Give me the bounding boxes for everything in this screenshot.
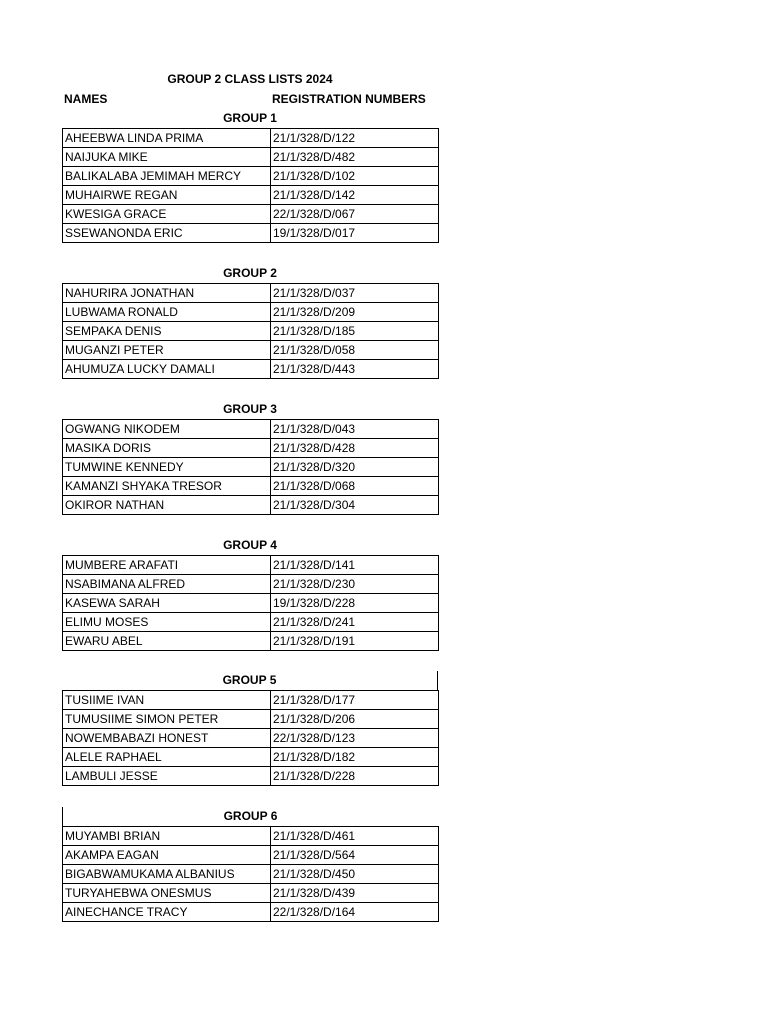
table-row [63, 594, 439, 613]
registration-number-cell: 21/1/328/D/228 [271, 767, 439, 786]
student-name-cell: MUGANZI PETER [63, 341, 271, 360]
registration-number-cell: 21/1/328/D/439 [271, 884, 439, 903]
student-name-cell: ELIMU MOSES [63, 613, 271, 632]
registration-column-header: REGISTRATION NUMBERS [272, 92, 426, 106]
table-row [63, 477, 439, 496]
group-section-4 [62, 536, 438, 651]
group-title: GROUP 1 [223, 111, 277, 125]
table-row [63, 865, 439, 884]
group-title: GROUP 4 [223, 538, 277, 552]
group-title: GROUP 2 [223, 266, 277, 280]
table-row [63, 360, 439, 379]
registration-number-cell: 21/1/328/D/320 [271, 458, 439, 477]
table-row [63, 420, 439, 439]
table-row [63, 767, 439, 786]
registration-number-cell: 22/1/328/D/164 [271, 903, 439, 922]
table-row [63, 439, 439, 458]
table-row [63, 748, 439, 767]
registration-number-cell: 21/1/328/D/304 [271, 496, 439, 515]
student-name-cell: MUMBERE ARAFATI [63, 556, 271, 575]
table-row [63, 903, 439, 922]
registration-number-cell: 22/1/328/D/067 [271, 205, 439, 224]
student-name-cell: MUHAIRWE REGAN [63, 186, 271, 205]
student-name-cell: OKIROR NATHAN [63, 496, 271, 515]
group-table [62, 690, 439, 786]
student-name-cell: KASEWA SARAH [63, 594, 271, 613]
table-row [63, 729, 439, 748]
registration-number-cell: 21/1/328/D/122 [271, 129, 439, 148]
table-row [63, 884, 439, 903]
table-row [63, 148, 439, 167]
table-row [63, 284, 439, 303]
table-row [63, 710, 439, 729]
registration-number-cell: 21/1/328/D/482 [271, 148, 439, 167]
student-name-cell: SEMPAKA DENIS [63, 322, 271, 341]
registration-number-cell: 21/1/328/D/191 [271, 632, 439, 651]
student-name-cell: EWARU ABEL [63, 632, 271, 651]
registration-number-cell: 21/1/328/D/142 [271, 186, 439, 205]
student-name-cell: OGWANG NIKODEM [63, 420, 271, 439]
group-section-5 [62, 671, 438, 786]
document-title: GROUP 2 CLASS LISTS 2024 [167, 72, 333, 86]
table-row [63, 129, 439, 148]
student-name-cell: AKAMPA EAGAN [63, 846, 271, 865]
group-title: GROUP 6 [62, 807, 438, 826]
table-row [63, 691, 439, 710]
student-name-cell: TUMWINE KENNEDY [63, 458, 271, 477]
table-row [63, 303, 439, 322]
student-name-cell: MASIKA DORIS [63, 439, 271, 458]
registration-number-cell: 21/1/328/D/037 [271, 284, 439, 303]
student-name-cell: TURYAHEBWA ONESMUS [63, 884, 271, 903]
registration-number-cell: 19/1/328/D/017 [271, 224, 439, 243]
student-name-cell: AHEEBWA LINDA PRIMA [63, 129, 271, 148]
registration-number-cell: 21/1/328/D/185 [271, 322, 439, 341]
group-table [62, 555, 439, 651]
group-table [62, 283, 439, 379]
registration-number-cell: 21/1/328/D/177 [271, 691, 439, 710]
registration-number-cell: 21/1/328/D/564 [271, 846, 439, 865]
registration-number-cell: 21/1/328/D/443 [271, 360, 439, 379]
student-name-cell: MUYAMBI BRIAN [63, 827, 271, 846]
table-row [63, 556, 439, 575]
group-table [62, 419, 439, 515]
registration-number-cell: 21/1/328/D/241 [271, 613, 439, 632]
table-row [63, 613, 439, 632]
table-row [63, 205, 439, 224]
group-table [62, 826, 439, 922]
registration-number-cell: 21/1/328/D/209 [271, 303, 439, 322]
student-name-cell: NOWEMBABAZI HONEST [63, 729, 271, 748]
group-table [62, 128, 439, 243]
registration-number-cell: 21/1/328/D/068 [271, 477, 439, 496]
group-section-2 [62, 264, 438, 379]
table-row [63, 341, 439, 360]
group-section-1 [62, 109, 438, 243]
student-name-cell: BALIKALABA JEMIMAH MERCY [63, 167, 271, 186]
names-column-header: NAMES [64, 92, 108, 106]
registration-number-cell: 21/1/328/D/141 [271, 556, 439, 575]
student-name-cell: TUMUSIIME SIMON PETER [63, 710, 271, 729]
group-section-3 [62, 400, 438, 515]
registration-number-cell: 21/1/328/D/461 [271, 827, 439, 846]
table-row [63, 632, 439, 651]
student-name-cell: ALELE RAPHAEL [63, 748, 271, 767]
registration-number-cell: 21/1/328/D/230 [271, 575, 439, 594]
table-row [63, 224, 439, 243]
student-name-cell: LAMBULI JESSE [63, 767, 271, 786]
registration-number-cell: 21/1/328/D/450 [271, 865, 439, 884]
student-name-cell: TUSIIME IVAN [63, 691, 271, 710]
table-row [63, 458, 439, 477]
student-name-cell: AHUMUZA LUCKY DAMALI [63, 360, 271, 379]
registration-number-cell: 21/1/328/D/058 [271, 341, 439, 360]
student-name-cell: NAIJUKA MIKE [63, 148, 271, 167]
group-section-6 [62, 807, 438, 922]
registration-number-cell: 19/1/328/D/228 [271, 594, 439, 613]
student-name-cell: AINECHANCE TRACY [63, 903, 271, 922]
student-name-cell: KAMANZI SHYAKA TRESOR [63, 477, 271, 496]
table-row [63, 167, 439, 186]
registration-number-cell: 22/1/328/D/123 [271, 729, 439, 748]
registration-number-cell: 21/1/328/D/102 [271, 167, 439, 186]
registration-number-cell: 21/1/328/D/206 [271, 710, 439, 729]
student-name-cell: NSABIMANA ALFRED [63, 575, 271, 594]
table-row [63, 846, 439, 865]
student-name-cell: BIGABWAMUKAMA ALBANIUS [63, 865, 271, 884]
student-name-cell: KWESIGA GRACE [63, 205, 271, 224]
table-row [63, 322, 439, 341]
table-row [63, 575, 439, 594]
table-row [63, 496, 439, 515]
student-name-cell: SSEWANONDA ERIC [63, 224, 271, 243]
student-name-cell: LUBWAMA RONALD [63, 303, 271, 322]
registration-number-cell: 21/1/328/D/182 [271, 748, 439, 767]
table-row [63, 186, 439, 205]
registration-number-cell: 21/1/328/D/043 [271, 420, 439, 439]
group-title: GROUP 3 [223, 402, 277, 416]
registration-number-cell: 21/1/328/D/428 [271, 439, 439, 458]
group-title: GROUP 5 [62, 671, 438, 690]
student-name-cell: NAHURIRA JONATHAN [63, 284, 271, 303]
table-row [63, 827, 439, 846]
